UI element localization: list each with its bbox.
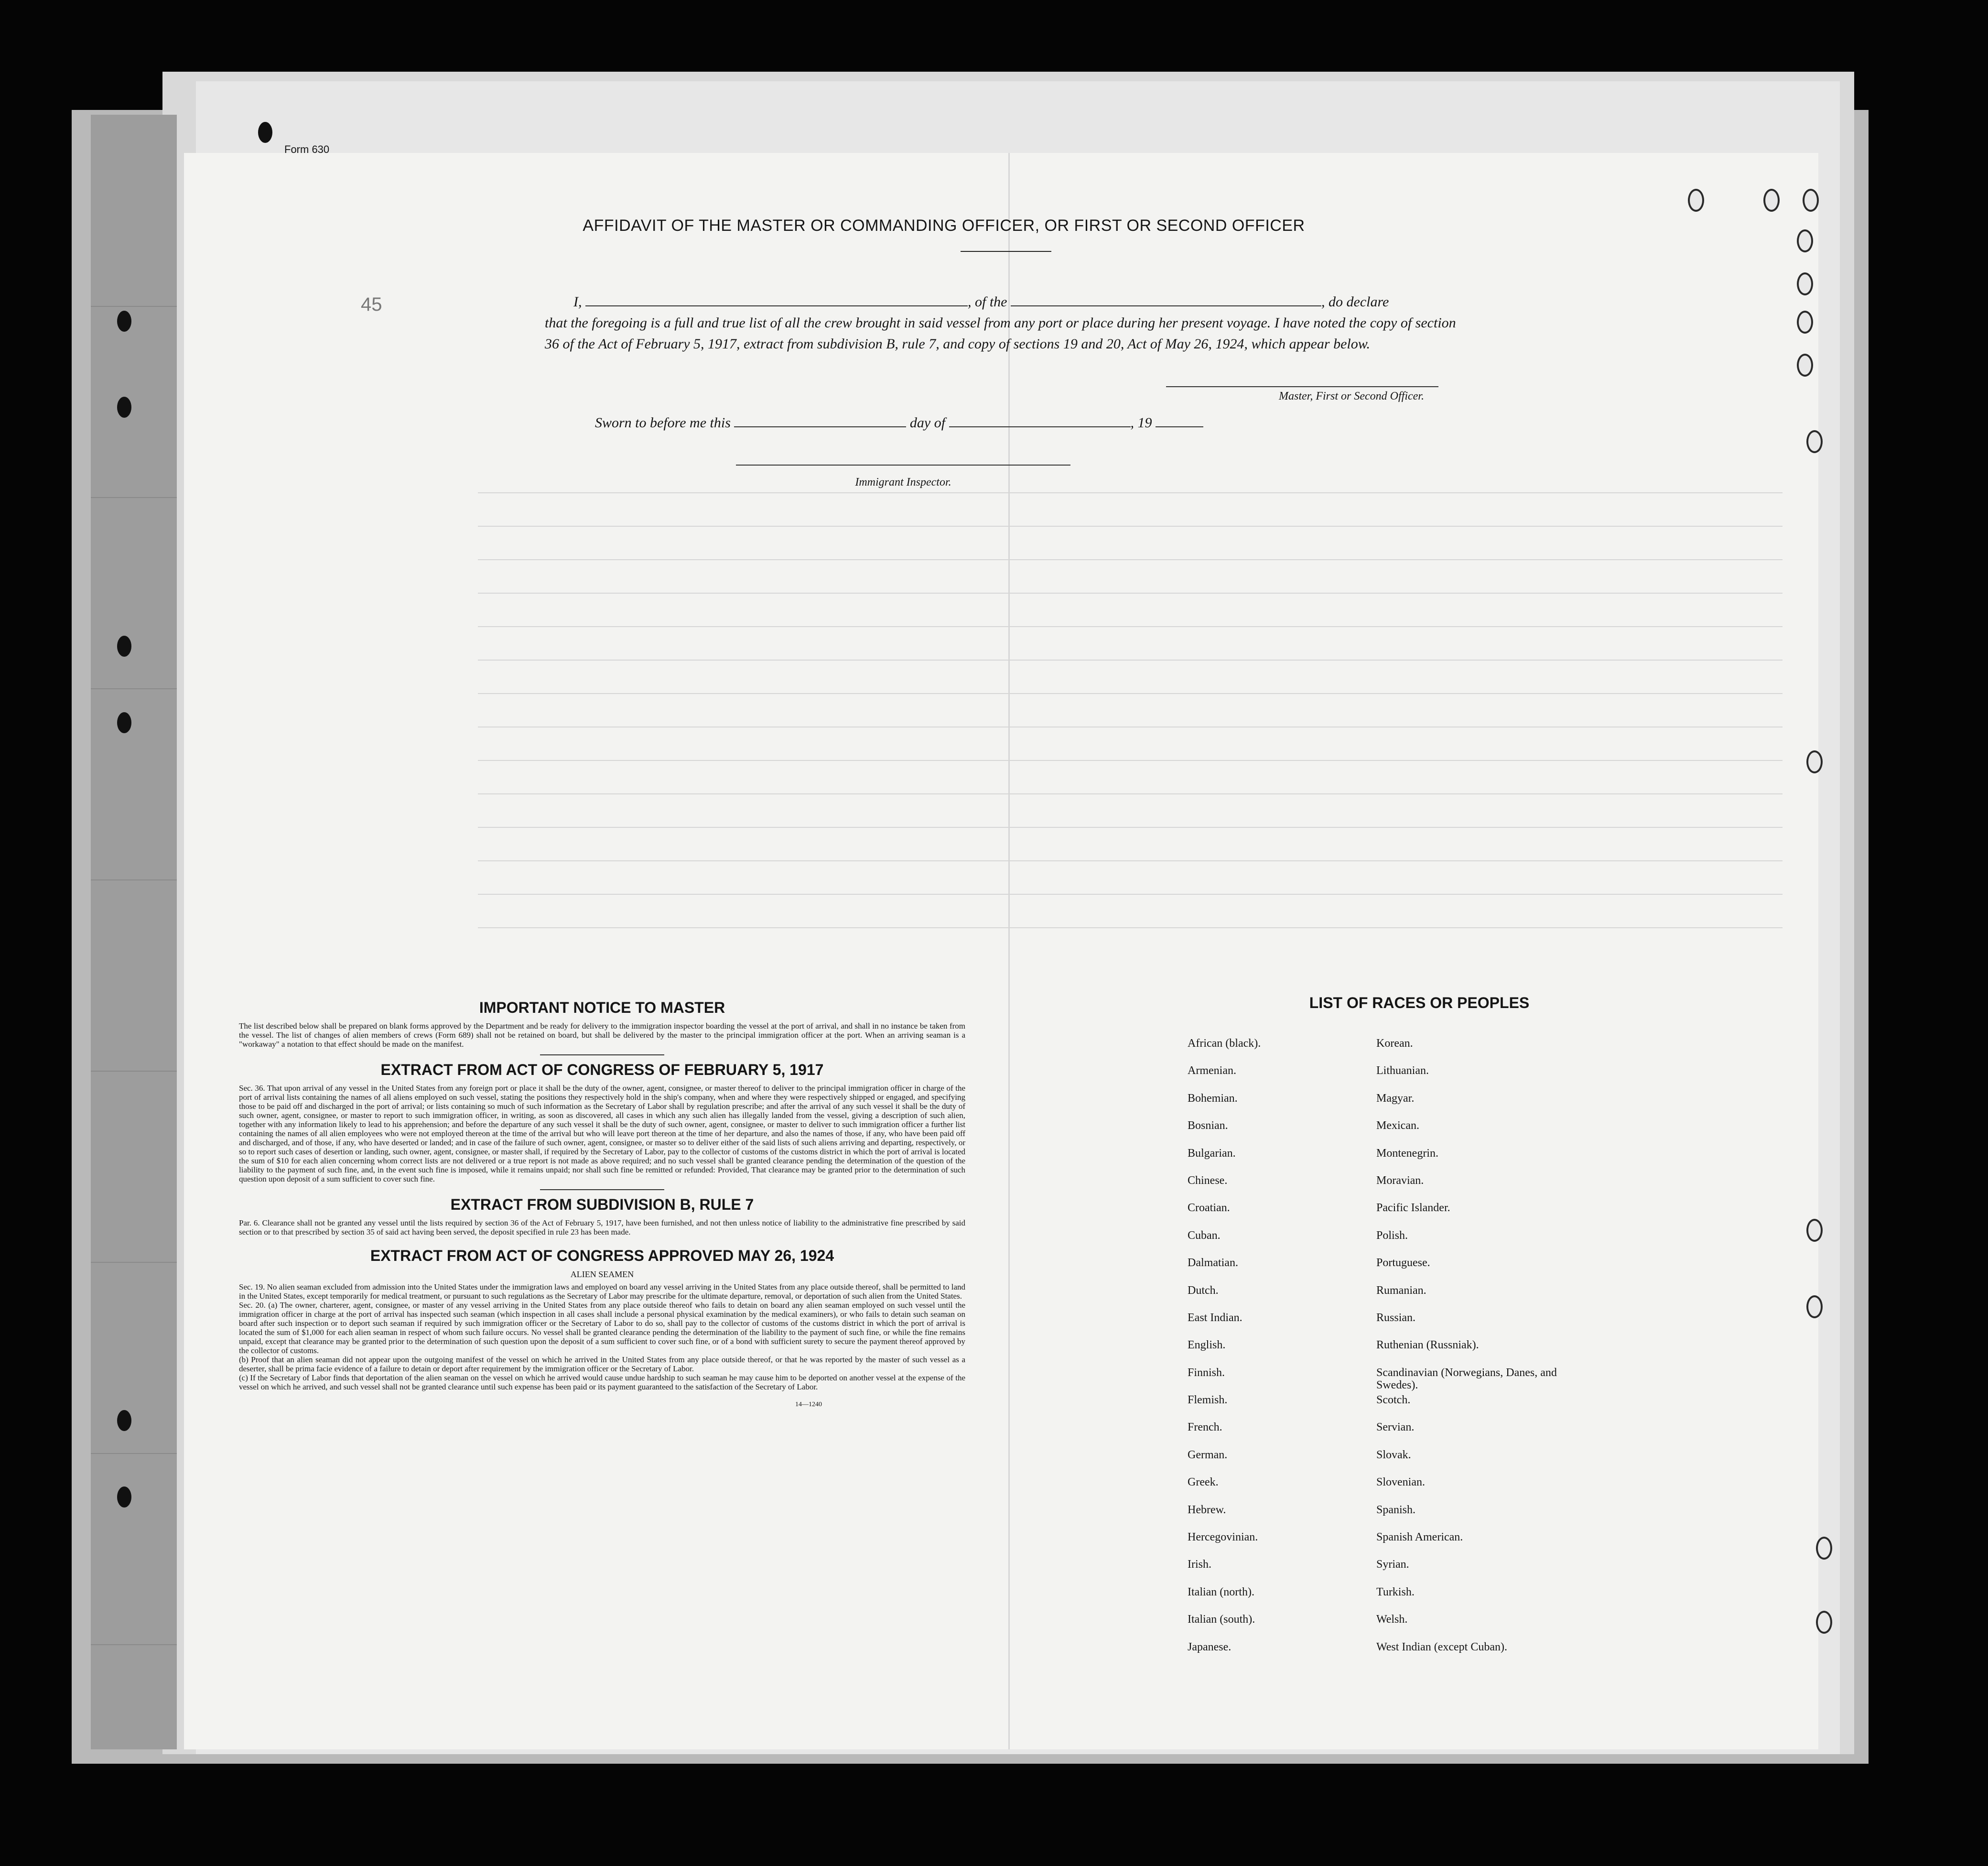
form-code: 14—1240: [795, 1401, 822, 1408]
race-item: French.: [1188, 1421, 1222, 1434]
extract-rule7-body: Par. 6. Clearance shall not be granted any vessel until the lists required by section 36 of the Act of February 5, 1917, have been furnished, and not then unless notice of liability to the administrative fine prescribed by said section or to that prescribed by section 35 of said act having been served, the deposit specified in rule 23 has been made.: [239, 1218, 965, 1237]
corner-number: 45: [361, 294, 382, 315]
race-item: Finnish.: [1188, 1366, 1225, 1379]
ring-hole: [1688, 189, 1704, 212]
race-item: Magyar.: [1376, 1092, 1415, 1105]
extract-1917-title: EXTRACT FROM ACT OF CONGRESS OF FEBRUARY 5, 1917: [380, 1061, 824, 1078]
section-rule: [540, 1189, 664, 1190]
page-fold: [1008, 153, 1010, 1749]
race-item: Flemish.: [1188, 1394, 1228, 1407]
race-item: Dalmatian.: [1188, 1257, 1238, 1269]
race-item: Spanish.: [1376, 1503, 1416, 1516]
punch-hole: [117, 397, 131, 418]
race-item: Spanish American.: [1376, 1531, 1463, 1544]
sworn-year-blank[interactable]: [1156, 426, 1203, 427]
ring-hole: [1806, 430, 1823, 453]
ring-hole: [1806, 1295, 1823, 1318]
race-item: Italian (north).: [1188, 1585, 1254, 1598]
race-item: Slovak.: [1376, 1448, 1411, 1461]
inspector-label: Immigrant Inspector.: [855, 476, 951, 488]
signature-label: Master, First or Second Officer.: [1279, 390, 1424, 402]
race-item: Irish.: [1188, 1558, 1211, 1571]
ring-hole: [1806, 750, 1823, 773]
race-item: African (black).: [1188, 1037, 1261, 1050]
race-item: Greek.: [1188, 1476, 1219, 1489]
punch-hole: [117, 311, 131, 332]
do-declare-label: , do declare: [1321, 294, 1389, 310]
ring-hole: [1816, 1537, 1832, 1560]
race-item: Hercegovinian.: [1188, 1531, 1258, 1544]
race-item: Armenian.: [1188, 1064, 1236, 1077]
of-the-label: , of the: [968, 294, 1007, 310]
vessel-blank[interactable]: [1011, 305, 1321, 306]
race-item: Scotch.: [1376, 1394, 1411, 1407]
binding-strip: [91, 115, 177, 1749]
extract-1924-sec19: Sec. 19. No alien seaman excluded from admission into the United States under the immigration laws and employed on board any vessel arriving in the United States from any place outside thereof, shall be permitted to land in the United States, except temporarily for medical treatment, or pursuant to such regulations as the Secretary of Labor may prescribe for the ultimate departure, removal, or deportation of such alien from the United States.: [239, 1282, 965, 1301]
race-item: Dutch.: [1188, 1284, 1219, 1297]
day-of-label: day of: [909, 415, 946, 431]
race-item: Servian.: [1376, 1421, 1415, 1434]
extract-rule7-title: EXTRACT FROM SUBDIVISION B, RULE 7: [450, 1196, 754, 1213]
punch-hole: [117, 1410, 131, 1431]
punch-hole: [117, 636, 131, 657]
ring-hole: [1797, 311, 1813, 334]
race-item: Chinese.: [1188, 1174, 1228, 1187]
affidavit-title: AFFIDAVIT OF THE MASTER OR COMMANDING OFFICER, OR FIRST OR SECOND OFFICER: [583, 217, 1305, 235]
race-item: Croatian.: [1188, 1202, 1230, 1215]
race-item: Pacific Islander.: [1376, 1202, 1450, 1215]
sworn-prefix: Sworn to before me this: [595, 415, 731, 431]
extract-1924-title: EXTRACT FROM ACT OF CONGRESS APPROVED MAY 26, 1924: [370, 1247, 834, 1264]
declaration-body: that the foregoing is a full and true list of all the crew brought in said vessel from any port or place during her present voyage. I have noted the copy of section 36 of the Act of February 5, 1917, extract from subdivision B, rule 7, and copy of sections 19 and 20, Act of May 26, 1924, which appear below.: [545, 315, 1456, 352]
ring-hole: [1797, 354, 1813, 377]
ring-hole: [1816, 1611, 1832, 1634]
race-item: English.: [1188, 1339, 1226, 1352]
race-item: Italian (south).: [1188, 1613, 1255, 1626]
sworn-line: [595, 415, 1203, 431]
race-item: Welsh.: [1376, 1613, 1408, 1626]
declaration-line-1: [545, 292, 1472, 313]
race-item: Portuguese.: [1376, 1257, 1430, 1269]
name-blank[interactable]: [585, 305, 968, 306]
race-item: Turkish.: [1376, 1585, 1415, 1598]
signature-line[interactable]: [1166, 386, 1438, 387]
ring-hole: [1797, 229, 1813, 252]
race-item: Japanese.: [1188, 1640, 1232, 1653]
sworn-day-blank[interactable]: [734, 426, 906, 427]
legal-notices: [239, 999, 965, 1409]
race-item: Rumanian.: [1376, 1284, 1426, 1297]
race-item: Slovenian.: [1376, 1476, 1425, 1489]
punch-hole: [117, 1486, 131, 1508]
race-item: Russian.: [1376, 1311, 1416, 1324]
race-item: Bosnian.: [1188, 1119, 1228, 1132]
affidavit-declaration: [545, 292, 1472, 355]
i-label: I,: [573, 294, 582, 310]
race-item: Moravian.: [1376, 1174, 1424, 1187]
section-rule: [540, 1054, 664, 1055]
race-item: Mexican.: [1376, 1119, 1419, 1132]
race-item: Korean.: [1376, 1037, 1413, 1050]
race-item: Cuban.: [1188, 1229, 1221, 1242]
inspector-line[interactable]: [736, 465, 1070, 466]
notice-title: IMPORTANT NOTICE TO MASTER: [479, 999, 725, 1016]
ring-hole: [1803, 189, 1819, 212]
extract-1917-body: Sec. 36. That upon arrival of any vessel in the United States from any foreign port or place it shall be the duty of the owner, agent, consignee, or master thereof to deliver to the principal immigration officer in charge of the port of arrival lists containing the names of all aliens employed on such vessel, stating the positions they respectively hold in the ship's company, when and where they were respectively shipped or engaged, and specifying those to be paid off and discharged in the port of arrival; or lists containing so much of such information as the Secretary of Labor shall by regulation prescribe; and after the arrival of any such vessel it shall be the duty of such owner, agent, consignee, or master to report to such immigration officer, in writing, as soon as discovered, all cases in which any such alien has illegally landed from the vessel, giving a description of such alien, together with any information likely to lead to his apprehension; and before the departure of any such vessel it shall be the duty of such owner, agent, consignee, or master to deliver to such immigration officer a further list containing the names of all alien employees who were not employed thereon at the time of the arrival but who will leave port thereon at the time of her departure, and also the names of those, if any, who have been paid off and discharged, and of those, if any, who have deserted or landed; and in case of the failure of such owner, agent, consignee, or master so to deliver either of the said lists of such aliens arriving and departing, respectively, or so to report such cases of desertion or landing, such owner, agent, consignee, or master shall, if required by the Secretary of Labor, pay to the collector of customs of the customs district in which the port of arrival is located the sum of $10 for each alien concerning whom correct lists are not delivered or a true report is not made as above required; and no such vessel shall be granted clearance pending the determination of the question of the liability to the payment of such fine, and, in the event such fine is imposed, while it remains unpaid; nor shall such fine be remitted or refunded: Provided, That clearance may be granted prior to the determination of such question upon deposit of a sum sufficient to cover such fine.: [239, 1084, 965, 1183]
race-item: Hebrew.: [1188, 1503, 1226, 1516]
notice-body: The list described below shall be prepared on blank forms approved by the Department and be ready for delivery to the immigration inspector boarding the vessel at the port of arrival, and shall in no instance be taken from the vessel. The list of changes of alien members of crews (Form 689) shall not be retained on board, but shall be delivered by the master to the principal immigration officer at the port. When an arriving seaman is a "workaway" a notation to that effect should be made on the manifest.: [239, 1021, 965, 1049]
races-title: LIST OF RACES OR PEOPLES: [1309, 994, 1530, 1011]
year-label: , 19: [1130, 415, 1152, 431]
race-item: Bulgarian.: [1188, 1147, 1236, 1160]
title-rule: [961, 251, 1051, 252]
races-list: [1188, 1037, 1618, 1668]
race-item: Syrian.: [1376, 1558, 1409, 1571]
race-item: East Indian.: [1188, 1311, 1242, 1324]
extract-1924-subtitle: ALIEN SEAMEN: [570, 1269, 634, 1279]
race-item: German.: [1188, 1448, 1228, 1461]
sworn-month-blank[interactable]: [949, 426, 1131, 427]
ring-hole: [1806, 1219, 1823, 1242]
race-item: Polish.: [1376, 1229, 1408, 1242]
form-number: Form 630: [284, 143, 330, 155]
ring-hole: [1763, 189, 1780, 212]
race-item: West Indian (except Cuban).: [1376, 1640, 1507, 1653]
race-item: Lithuanian.: [1376, 1064, 1429, 1077]
extract-1924-sec20a: Sec. 20. (a) The owner, charterer, agent, consignee, or master of any vessel arriving in the United States from any place outside thereof who fails to detain on board any alien seaman employed on such vessel until the immigration officer in charge at the port of arrival has inspected such seaman (which inspection in all cases shall include a personal physical examination by the medical examiners), or who fails to detain such seaman on board after such inspection or to deport such seaman if required by such immigration officer or the Secretary of Labor to do so, shall pay to the collector of customs of the customs district in which the port of arrival is located the sum of $1,000 for each alien seaman in respect of whom such failure occurs. No vessel shall be granted clearance pending the determination of the liability to the payment of such fine, or while the fine remains unpaid, except that clearance may be granted prior to the determination of such question upon the deposit of a sum sufficient to cover such fine, or of a bond with sufficient surety to secure the payment thereof approved by the collector of customs.: [239, 1301, 965, 1355]
ring-hole: [1797, 272, 1813, 295]
race-item: Ruthenian (Russniak).: [1376, 1339, 1479, 1352]
punch-hole: [117, 712, 131, 733]
punch-hole: [258, 122, 272, 143]
race-item: Bohemian.: [1188, 1092, 1238, 1105]
race-item: Montenegrin.: [1376, 1147, 1438, 1160]
extract-1924-sec20c: (c) If the Secretary of Labor finds that deportation of the alien seaman on the vessel on which he arrived would cause undue hardship to such seaman he may cause him to be deported on another vessel at the expense of the vessel on which he arrived, and such vessel shall not be granted clearance until such expense has been paid or its payment guaranteed to the satisfaction of the Secretary of Labor.: [239, 1373, 965, 1391]
extract-1924-sec20b: (b) Proof that an alien seaman did not appear upon the outgoing manifest of the vessel on which he arrived in the United States from any place outside thereof, or that he was reported by the master of such vessel as a deserter, shall be prima facie evidence of a failure to detain or deport after requirement by the immigration officer or the Secretary of Labor.: [239, 1355, 965, 1373]
race-item: Scandinavian (Norwegians, Danes, and Swedes).: [1376, 1366, 1557, 1391]
